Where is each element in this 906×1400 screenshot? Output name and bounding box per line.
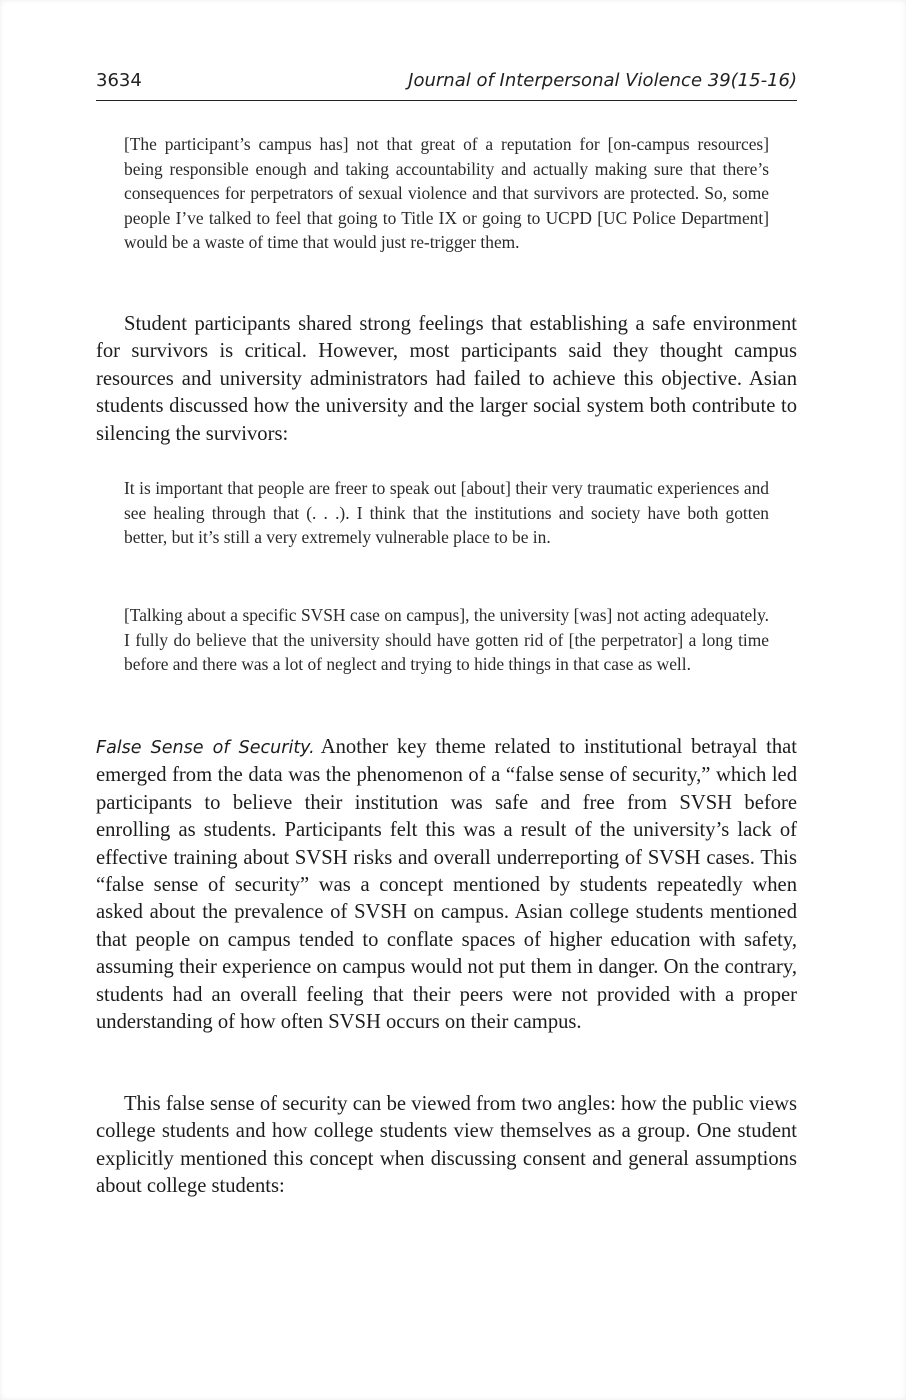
section-heading: False Sense of Security. (96, 738, 315, 758)
section-paragraph-1 (96, 734, 797, 1036)
body-paragraph-1: Student participants shared strong feelings that establishing a safe environment for survivors is critical. However, most participants said they thought campus resources and university administrators had failed to achieve this objective. Asian students discussed how the university and the larger social system both contribute to silencing the survivors: (96, 313, 797, 445)
page-number: 3634 (96, 70, 142, 91)
block-quote-2: It is important that people are freer to speak out [about] their very traumatic experiences and see healing through that (. . .). I think that the institutions and society have both gotten better, but it’s still a very extremely vulnerable place to be in. (124, 478, 769, 547)
page-header (96, 66, 797, 101)
running-head: Journal of Interpersonal Violence 39(15-16) (408, 70, 797, 91)
section-paragraph-2: This false sense of security can be viewed from two angles: how the public views college students and how college students view themselves as a group. One student explicitly mentioned this concept when discussing consent and general assumptions about college students: (96, 1093, 797, 1198)
block-quote-1: [The participant’s campus has] not that great of a reputation for [on-campus resources] being responsible enough and taking accountability and actually making sure that there’s consequences for perpetrators of sexual violence and that survivors are protected. So, some people I’ve talked to feel that going to Title IX or going to UCPD [UC Police Department] would be a waste of time that would just re-trigger them. (124, 134, 769, 252)
section-paragraph-1-text: Another key theme related to institutional betrayal that emerged from the data was the phenomenon of a “false sense of security,” which led participants to believe their institution was safe and free from SVSH before enrolling as students. Participants felt this was a result of the university’s lack of effective training about SVSH risks and overall underreporting of SVSH cases. This “false sense of security” was a concept mentioned by students repeatedly when asked about the prevalence of SVSH on campus. Asian college students mentioned that people on campus tended to conflate spaces of higher education with safety, assuming their experience on campus would not put them in danger. On the contrary, students had an overall feeling that their peers were not provided with a proper understanding of how often SVSH occurs on their campus. (96, 736, 797, 1034)
block-quote-3: [Talking about a specific SVSH case on campus], the university [was] not acting adequately. I fully do believe that the university should have gotten rid of [the perpetrator] a long time before and there was a lot of neglect and trying to hide things in that case as well. (124, 605, 769, 674)
